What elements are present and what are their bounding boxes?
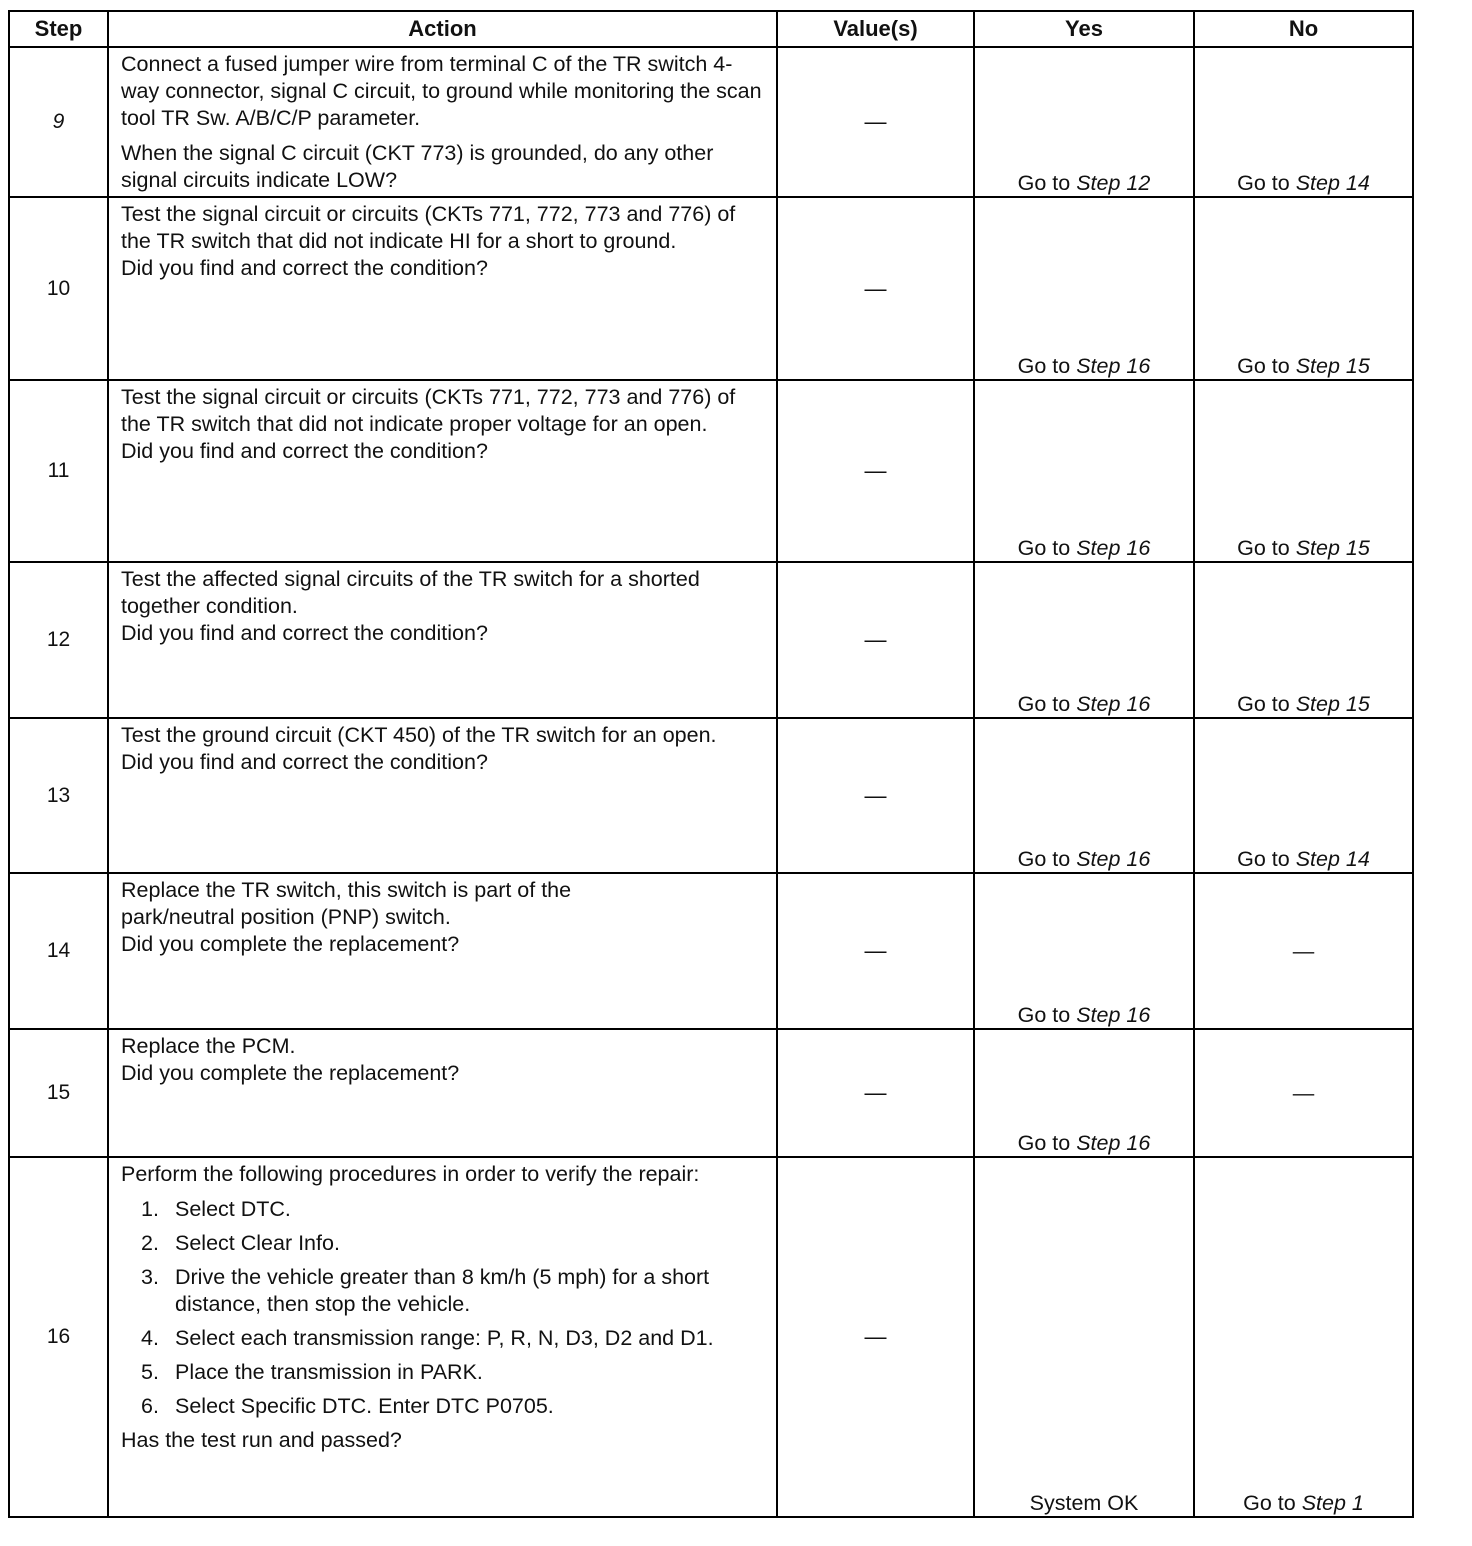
- yes-step-link[interactable]: Step 16: [1076, 354, 1151, 378]
- action-text: Perform the following procedures in order to verify the repair:: [121, 1162, 700, 1186]
- step-number: 11: [9, 380, 108, 562]
- action-cell: [108, 562, 777, 718]
- action-cell: [108, 47, 777, 197]
- yes-prefix: Go to: [1017, 171, 1077, 195]
- no-prefix: Go to: [1237, 692, 1296, 716]
- action-question: Did you find and correct the condition?: [121, 439, 488, 463]
- table-row: [9, 1029, 1413, 1157]
- table-row: [9, 47, 1413, 197]
- no-prefix: Go to: [1237, 536, 1296, 560]
- step-number: 15: [9, 1029, 108, 1157]
- action-text: Test the ground circuit (CKT 450) of the TR switch for an open.: [121, 723, 717, 747]
- yes-cell: [974, 1029, 1194, 1157]
- list-item: 3. Drive the vehicle greater than 8 km/h (5 mph) for a short distance, then stop the vehicle.: [141, 1265, 710, 1316]
- step-number: 13: [9, 718, 108, 873]
- no-cell: [1194, 380, 1413, 562]
- no-cell: [1194, 718, 1413, 873]
- yes-prefix: Go to: [1017, 354, 1077, 378]
- action-question: Did you complete the replacement?: [121, 1061, 460, 1085]
- yes-prefix: Go to: [1017, 1131, 1077, 1155]
- table-row: [9, 197, 1413, 380]
- action-question: Did you complete the replacement?: [121, 932, 460, 956]
- yes-cell: System OK: [974, 1157, 1194, 1517]
- action-text: Test the signal circuit or circuits (CKTs 771, 772, 773 and 776) of the TR switch that did not indicate HI for a short to ground.: [121, 202, 736, 253]
- action-text: Replace the TR switch, this switch is part of the park/neutral position (PNP) switch.: [121, 878, 572, 929]
- diagnostic-table-container: [8, 10, 1412, 1518]
- no-prefix: Go to: [1237, 354, 1296, 378]
- header-action: Action: [108, 11, 777, 47]
- value-cell: —: [777, 873, 974, 1029]
- procedure-list: [121, 1196, 766, 1427]
- value-cell: —: [777, 380, 974, 562]
- yes-step-link[interactable]: Step 16: [1076, 1003, 1151, 1027]
- yes-cell: [974, 718, 1194, 873]
- yes-step-link[interactable]: Step 16: [1076, 536, 1151, 560]
- action-text: Replace the PCM.: [121, 1034, 296, 1058]
- no-cell: —: [1194, 1029, 1413, 1157]
- action-question: Did you find and correct the condition?: [121, 750, 488, 774]
- action-text: Test the signal circuit or circuits (CKTs 771, 772, 773 and 776) of the TR switch that did not indicate proper voltage for an open.: [121, 385, 736, 436]
- no-step-link[interactable]: Step 1: [1301, 1491, 1364, 1515]
- action-question: Did you find and correct the condition?: [121, 256, 488, 280]
- no-cell: [1194, 1157, 1413, 1517]
- list-item: 2. Select Clear Info.: [141, 1231, 340, 1255]
- no-step-link[interactable]: Step 15: [1295, 536, 1370, 560]
- action-cell: [108, 718, 777, 873]
- action-question: When the signal C circuit (CKT 773) is grounded, do any other signal circuits indicate LOW?: [121, 141, 714, 192]
- no-cell: [1194, 197, 1413, 380]
- action-cell: [108, 380, 777, 562]
- value-cell: —: [777, 562, 974, 718]
- action-text: Connect a fused jumper wire from terminal C of the TR switch 4-way connector, signal C circuit, to ground while monitoring the scan tool TR Sw. A/B/C/P parameter.: [121, 52, 762, 130]
- action-cell: [108, 197, 777, 380]
- action-cell: [108, 1029, 777, 1157]
- step-number: 9: [9, 47, 108, 197]
- action-cell: [108, 873, 777, 1029]
- yes-cell: [974, 873, 1194, 1029]
- header-no: No: [1194, 11, 1413, 47]
- step-number: 16: [9, 1157, 108, 1517]
- action-cell: [108, 1157, 777, 1517]
- no-cell: [1194, 47, 1413, 197]
- table-header-row: [9, 11, 1413, 47]
- no-step-link[interactable]: Step 15: [1295, 692, 1370, 716]
- yes-cell: [974, 197, 1194, 380]
- list-item: 6. Select Specific DTC. Enter DTC P0705.: [141, 1394, 554, 1418]
- value-cell: —: [777, 718, 974, 873]
- step-number: 14: [9, 873, 108, 1029]
- table-row: [9, 873, 1413, 1029]
- yes-step-link[interactable]: Step 16: [1076, 847, 1151, 871]
- action-question: Has the test run and passed?: [121, 1428, 402, 1452]
- list-item: 4. Select each transmission range: P, R, N, D3, D2 and D1.: [141, 1326, 714, 1350]
- no-cell: [1194, 562, 1413, 718]
- header-yes: Yes: [974, 11, 1194, 47]
- step-number: 12: [9, 562, 108, 718]
- list-item: 1. Select DTC.: [141, 1197, 291, 1221]
- action-text: Test the affected signal circuits of the TR switch for a shorted together condition.: [121, 567, 700, 618]
- value-cell: —: [777, 47, 974, 197]
- yes-prefix: Go to: [1017, 536, 1077, 560]
- yes-cell: [974, 47, 1194, 197]
- yes-prefix: Go to: [1017, 692, 1077, 716]
- no-cell: —: [1194, 873, 1413, 1029]
- action-question: Did you find and correct the condition?: [121, 621, 488, 645]
- value-cell: —: [777, 197, 974, 380]
- yes-step-link[interactable]: Step 12: [1076, 171, 1151, 195]
- no-step-link[interactable]: Step 14: [1295, 847, 1370, 871]
- yes-step-link[interactable]: Step 16: [1076, 1131, 1151, 1155]
- header-step: Step: [9, 11, 108, 47]
- diagnostic-table: [8, 10, 1414, 1518]
- table-row: [9, 562, 1413, 718]
- yes-cell: [974, 380, 1194, 562]
- yes-prefix: Go to: [1017, 1003, 1077, 1027]
- no-step-link[interactable]: Step 15: [1295, 354, 1370, 378]
- no-prefix: Go to: [1237, 847, 1296, 871]
- no-prefix: Go to: [1243, 1491, 1302, 1515]
- table-row: [9, 718, 1413, 873]
- table-row: [9, 380, 1413, 562]
- header-values: Value(s): [777, 11, 974, 47]
- table-row: [9, 1157, 1413, 1517]
- step-number: 10: [9, 197, 108, 380]
- yes-prefix: Go to: [1017, 847, 1077, 871]
- yes-cell: [974, 562, 1194, 718]
- value-cell: —: [777, 1029, 974, 1157]
- no-prefix: Go to: [1237, 171, 1296, 195]
- list-item: 5. Place the transmission in PARK.: [141, 1360, 483, 1384]
- value-cell: —: [777, 1157, 974, 1517]
- no-step-link[interactable]: Step 14: [1295, 171, 1370, 195]
- yes-step-link[interactable]: Step 16: [1076, 692, 1151, 716]
